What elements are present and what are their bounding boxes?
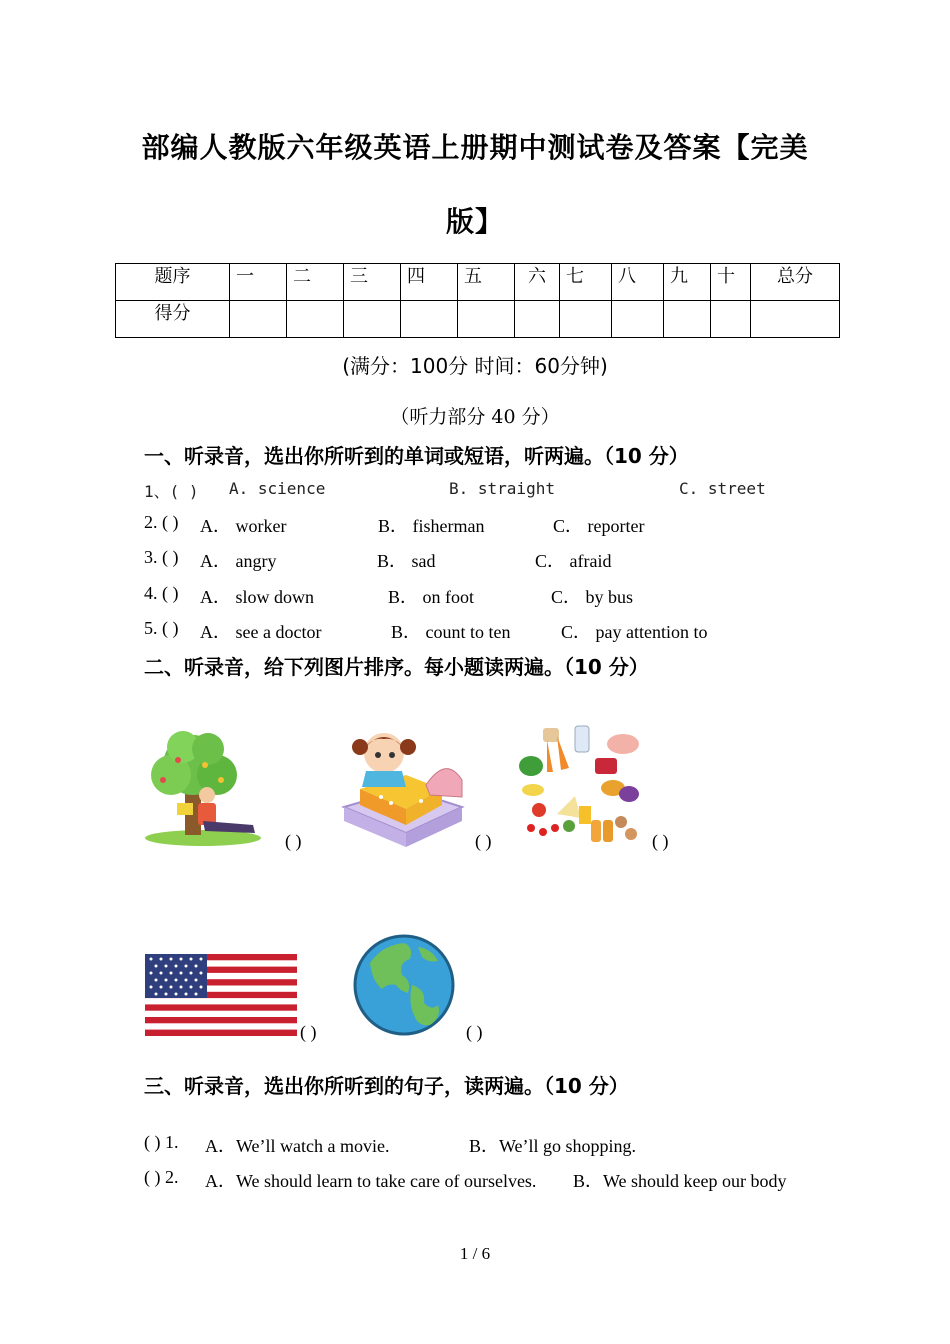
- question-number: ( ) 2.: [144, 1167, 179, 1187]
- answer-bracket[interactable]: ( ): [475, 831, 492, 851]
- answer-bracket[interactable]: ( ): [300, 1022, 317, 1042]
- question-number: 2. ( ): [144, 512, 179, 532]
- score-table: [115, 263, 840, 338]
- option-c: C． by bus: [551, 587, 634, 607]
- option-c: C． reporter: [553, 516, 645, 536]
- score-cell: 四: [401, 264, 458, 301]
- section-2-heading: 二、听录音，给下列图片排序。每小题读两遍。（10 分）: [144, 655, 649, 679]
- option-c: C． afraid: [535, 551, 612, 571]
- score-blank[interactable]: [287, 301, 344, 338]
- score-cell: 九: [664, 264, 711, 301]
- listening-part-label: （听力部分 40 分）: [390, 406, 560, 428]
- score-blank[interactable]: [458, 301, 515, 338]
- score-blank[interactable]: [344, 301, 401, 338]
- answer-bracket[interactable]: ( ): [652, 831, 669, 851]
- option-a: A．We’ll watch a movie.: [205, 1136, 390, 1156]
- option-b: B． sad: [377, 551, 436, 571]
- section-1-heading: 一、听录音，选出你所听到的单词或短语，听两遍。（10 分）: [144, 444, 689, 468]
- score-cell: 总分: [751, 264, 840, 301]
- score-blank[interactable]: [515, 301, 560, 338]
- option-c: C． pay attention to: [561, 622, 708, 642]
- option-a: A． slow down: [200, 587, 315, 607]
- question-number: ( ) 1.: [144, 1132, 179, 1152]
- score-cell: 八: [612, 264, 664, 301]
- score-cell: 七: [560, 264, 612, 301]
- question-number: 1、( ): [144, 482, 199, 501]
- question-number: 3. ( ): [144, 547, 179, 567]
- score-blank[interactable]: [401, 301, 458, 338]
- option-b: B．We’ll go shopping.: [469, 1136, 637, 1156]
- option-b: B． on foot: [388, 587, 475, 607]
- american-flag-picture: [145, 954, 297, 1036]
- score-blank[interactable]: [230, 301, 287, 338]
- answer-bracket[interactable]: ( ): [466, 1022, 483, 1042]
- document-title-line-2: 版】: [445, 205, 504, 238]
- option-a: A． worker: [200, 516, 287, 536]
- option-b: B． fisherman: [378, 516, 485, 536]
- score-cell: 六: [515, 264, 560, 301]
- section-3-heading: 三、听录音，选出你所听到的句子，读两遍。（10 分）: [144, 1074, 629, 1098]
- score-blank[interactable]: [560, 301, 612, 338]
- score-cell: 三: [344, 264, 401, 301]
- score-cell: 二: [287, 264, 344, 301]
- option-a: A．We should learn to take care of ourselves.: [205, 1171, 537, 1191]
- score-cell: 一: [230, 264, 287, 301]
- answer-bracket[interactable]: ( ): [285, 831, 302, 851]
- option-c: C. street: [679, 479, 766, 498]
- score-cell: 得分: [116, 301, 230, 338]
- food-picture: [517, 722, 645, 847]
- option-a: A. science: [229, 479, 326, 498]
- question-number: 5. ( ): [144, 618, 179, 638]
- score-cell: 五: [458, 264, 515, 301]
- score-blank[interactable]: [711, 301, 751, 338]
- girl-cake-picture: [336, 725, 470, 847]
- page-number: 1 / 6: [459, 1244, 491, 1263]
- option-b: B．We should keep our body: [573, 1171, 787, 1191]
- score-table-score-row: [116, 301, 840, 338]
- earth-picture: [352, 933, 456, 1037]
- score-cell: 题序: [116, 264, 230, 301]
- question-number: 4. ( ): [144, 583, 179, 603]
- score-cell: 十: [711, 264, 751, 301]
- option-a: A． see a doctor: [200, 622, 322, 642]
- tree-reading-picture: [143, 725, 280, 847]
- option-b: B． count to ten: [391, 622, 511, 642]
- option-b: B. straight: [449, 479, 555, 498]
- score-blank[interactable]: [664, 301, 711, 338]
- option-a: A． angry: [200, 551, 277, 571]
- score-blank[interactable]: [612, 301, 664, 338]
- score-blank[interactable]: [751, 301, 840, 338]
- score-table-header-row: [116, 264, 840, 301]
- document-title-line-1: 部编人教版六年级英语上册期中测试卷及答案【完美: [141, 131, 809, 164]
- exam-info: (满分：100分 时间：60分钟): [342, 354, 608, 378]
